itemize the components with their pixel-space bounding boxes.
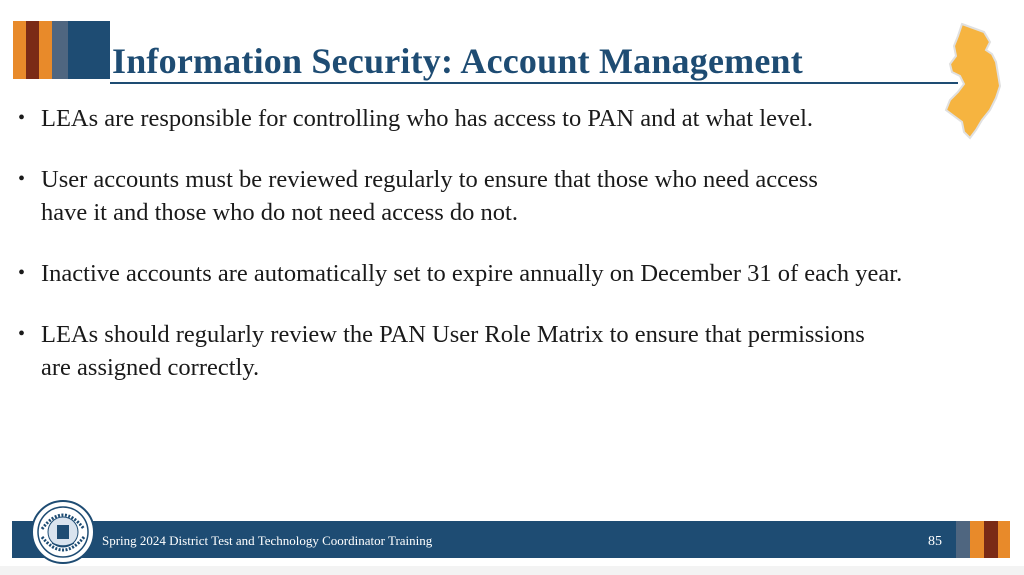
slide-title: Information Security: Account Management xyxy=(112,41,803,81)
bullet-marker: • xyxy=(18,107,26,129)
bullet-text: LEAs should regularly review the PAN User Role Matrix to ensure that permissions are assigned correctly. xyxy=(41,321,865,381)
bullet-marker: • xyxy=(18,168,26,190)
list-item xyxy=(18,318,928,384)
bottom-band xyxy=(0,566,1024,575)
footer-text: Spring 2024 District Test and Technology Coordinator Training xyxy=(102,533,433,548)
bullet-text: LEAs are responsible for controlling who has access to PAN and at what level. xyxy=(41,105,814,132)
header-color-stripes xyxy=(13,21,110,79)
list-item xyxy=(18,163,928,229)
title-underline xyxy=(110,82,958,84)
bullet-list xyxy=(18,102,928,412)
page-number: 85 xyxy=(928,534,942,549)
bullet-text: User accounts must be reviewed regularly to ensure that those who need access have it and those who do not need access do not. xyxy=(41,166,818,226)
bullet-marker: • xyxy=(18,323,26,345)
new-jersey-map-icon xyxy=(940,20,1010,140)
list-item xyxy=(18,257,928,290)
bullet-text: Inactive accounts are automatically set to expire annually on December 31 of each year. xyxy=(41,260,903,287)
bullet-marker: • xyxy=(18,262,26,284)
footer-color-stripes xyxy=(956,521,1010,558)
nj-department-of-education-seal-icon xyxy=(30,499,96,565)
list-item xyxy=(18,102,928,135)
